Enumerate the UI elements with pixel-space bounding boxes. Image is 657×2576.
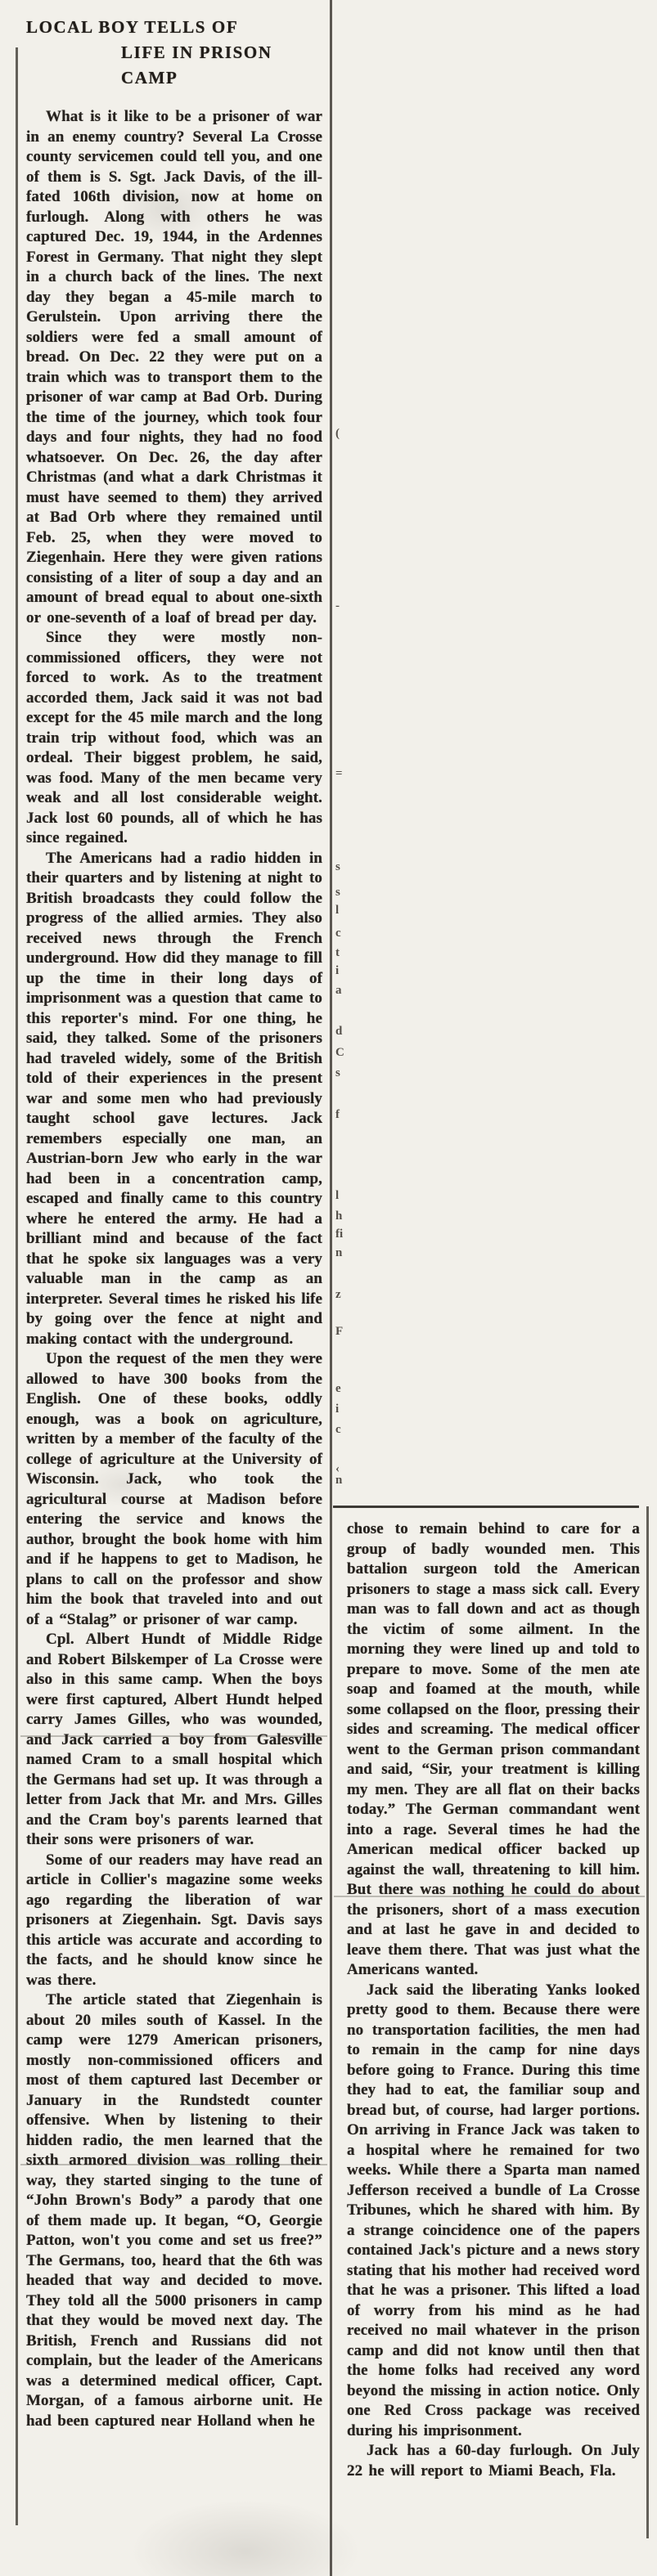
headline-line-1: LOCAL BOY TELLS OF <box>26 17 239 37</box>
section-divider-rule <box>333 1506 639 1508</box>
article-right-column <box>347 1519 640 2481</box>
noise-character: h <box>335 1209 343 1223</box>
noise-character: i <box>335 1402 340 1416</box>
noise-character: c <box>335 1423 341 1436</box>
noise-character: F <box>335 1325 344 1338</box>
article-paragraph: Upon the request of the men they were allowed to have 300 books from the English. One of these books, oddly enough, was a book on agriculture, written by a member of the faculty of the college of agriculture at the University of Wisconsin. Jack, who took the agricultural course at Madison before entering the service and knows the author, brought the book home with him and if he happens to get to Madison, he plans to call on the professor and show him the book that traveled into and out of a “Stalag” or prisoner of war camp. <box>26 1350 322 1628</box>
article-paragraph: Some of our readers may have read an article in Collier's magazine some weeks ago regarding the liberation of war prisoners at Ziegenhain. Sgt. Davis says this article was accurate and according to the facts, and he should know since he was there. <box>26 1851 322 1989</box>
noise-character: t <box>335 946 340 959</box>
noise-character: ( <box>335 427 340 440</box>
noise-character: C <box>335 1046 344 1059</box>
article-paragraph: Jack said the liberating Yanks looked pretty good to them. Because there were no transportation facilities, the men had to remain in the camp for nine days before going to France. During this time they had to eat, the familiar soup and bread but, of course, had larger portions. On arriving in France Jack was taken to a hospital where he remained for two weeks. While there a Sparta man named Jefferson received a bundle of La Crosse Tribunes, which he shared with him. By a strange coincidence one of the papers contained Jack's picture and a news story stating that his mother had received word that he was a prisoner. This lifted a load of worry from his mind as he had received no mail whatever in the prison camp and did not know until then that the home folks had received any word beyond the missing in action notice. Only one Red Cross package was received during his imprisonment. <box>347 1981 640 2439</box>
noise-character: l <box>335 904 340 917</box>
noise-character: ‹ <box>335 1462 340 1475</box>
left-column-border-rule <box>16 47 18 2525</box>
article-paragraph: What is it like to be a prisoner of war in an enemy country? Several La Crosse county servicemen could tell you, and one of them is S. Sgt. Jack Davis, of the ill-fated 106th division, now at home on furlough. Along with others he was captured Dec. 19, 1944, in the Ardennes Forest in Germany. That night they slept in a church back of the lines. The next day they began a 45-mile march to Gerulstein. Upon arriving there the soldiers were fed a small amount of bread. On Dec. 22 they were put on a train which was to transport them to the prisoner of war camp at Bad Orb. During the time of the journey, which took four days and four nights, they had no food whatsoever. On Dec. 26, the day after Christmas (and what a dark Christmas it must have seemed to them) they arrived at Bad Orb where they remained until Feb. 25, when they were moved to Ziegenhain. Here they were given rations consisting of a liter of soup a day and an amount of bread equal to about one-sixth or one-seventh of a loaf of bread per day. <box>26 108 322 626</box>
article-paragraph: Cpl. Albert Hundt of Middle Ridge and Robert Bilskemper of La Crosse were also in this same camp. When the boys were first captured, Albert Hundt helped carry James Gilles, who was wounded, and Jack carried a boy from Galesville named Cram to a small hospital which the Germans had set up. It was through a letter from Jack that Mr. and Mrs. Gilles and the Cram boy's parents learned that their sons were prisoners of war. <box>26 1631 322 1848</box>
noise-character: - <box>335 599 340 613</box>
noise-character: c <box>335 927 341 940</box>
right-column-border-rule <box>646 1506 649 2538</box>
noise-character: s <box>335 1066 340 1079</box>
article-paragraph: Since they were mostly non-commissioned officers, they were not forced to work. As to the treatment accorded them, Jack said it was not bad except for the 45 mile march and the long train trip without food, which was an ordeal. Their biggest problem, he said, was food. Many of the men became very weak and all lost considerable weight. Jack lost 60 pounds, all of which he has since regained. <box>26 629 322 846</box>
noise-character: fi <box>335 1227 344 1241</box>
noise-character: n <box>335 1246 343 1259</box>
noise-character: n <box>335 1474 343 1487</box>
headline-line-2: LIFE IN PRISON CAMP <box>121 43 272 88</box>
noise-character: d <box>335 1025 343 1038</box>
article-paragraph: chose to remain behind to care for a group of badly wounded men. This battalion surgeon told the American prisoners to stage a mass sick call. Every man was to fall down and act as though the victim of some ailment. In the morning they were lined up and told to prepare to move. Some of the men ate soap and foamed at the mouth, while some collapsed on the floor, pressing their sides and screaming. The medical officer went to the German prison commandant and said, “Sir, your treatment is killing my men. They are all flat on their backs today.” The German commandant went into a rage. Several times he had the American medical officer backed up against the wall, threatening to kill him. But there was nothing he could do about the prisoners, short of a mass execution and at last he gave in and decided to leave them there. That was just what the Americans wanted. <box>347 1520 640 1978</box>
noise-character: e <box>335 1382 341 1395</box>
article-paragraph: Jack has a 60-day furlough. On July 22 he will report to Miami Beach, Fla. <box>347 2442 640 2480</box>
noise-character: z <box>335 1288 341 1301</box>
article-headline <box>26 15 322 91</box>
noise-character: s <box>335 860 340 873</box>
noise-character: a <box>335 984 342 997</box>
noise-character: s <box>335 886 340 899</box>
column-divider-rule <box>330 0 332 2576</box>
article-paragraph: The Americans had a radio hidden in their quarters and by listening at night to British broadcasts they could follow the progress of the allied armies. They also received news through the French underground. How did they manage to fill up the time in their long days of imprisonment was a question that came to this reporter's mind. For one thing, he said, they talked. Some of the prisoners had traveled widely, some of the British told of their experiences in the present war and some men who had previously taught school gave lectures. Jack remembers especially one man, an Austrian-born Jew who early in the war had been in a concentration camp, escaped and finally came to this country where he entered the army. He had a brilliant mind and because of the fact that he spoke six languages was a very valuable man in the camp as an interpreter. Several times he risked his life by going over the fence at night and making contact with the underground. <box>26 849 322 1348</box>
noise-character: i <box>335 964 340 977</box>
article-paragraph: The article stated that Ziegenhain is about 20 miles south of Kassel. In the camp were 1279 American prisoners, mostly non-commissioned officers and most of them captured last December or January in the Rundstedt counter offensive. When by listening to their hidden radio, the men learned that the sixth armored division was rolling their way, they started singing to the tune of “John Brown's Body” a parody that one of them made up. It began, “O, Georgie Patton, won't you come and set us free?” The Germans, too, heard that the 6th was headed that way and decided to move. They told all the 5000 prisoners in camp that they would be moved next day. The British, French and Russians did not complain, but the leader of the Americans was a determined medical officer, Capt. Morgan, of a famous airborne unit. He had been captured near Holland when he <box>26 1991 322 2430</box>
noise-character: l <box>335 1189 340 1202</box>
noise-character: = <box>335 767 343 780</box>
article-left-column <box>26 15 322 2431</box>
noise-character: f <box>335 1108 340 1121</box>
